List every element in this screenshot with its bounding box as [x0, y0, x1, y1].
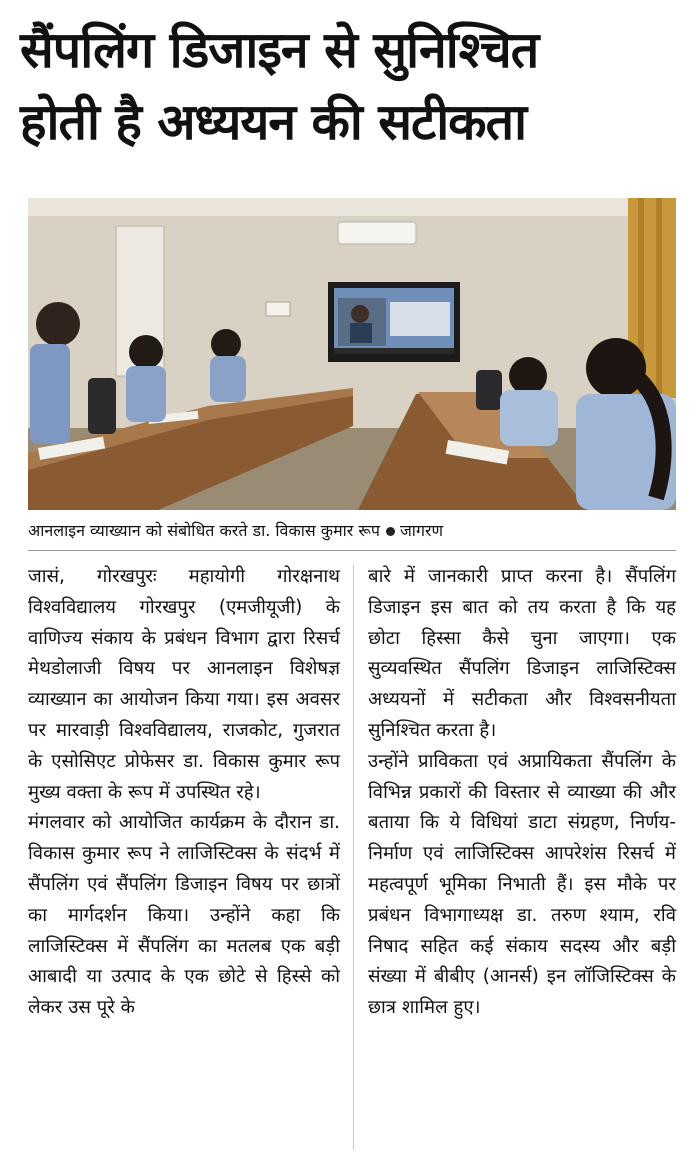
article-column-left: [28, 562, 340, 1024]
article-column-right: [368, 562, 676, 1024]
article-paragraph: बारे में जानकारी प्राप्त करना है। सैंपलिंग डिजाइन इस बात को तय करता है कि यह छोटा हिस्सा कैसे चुना जाएगा। एक सुव्यवस्थित सैंपलिंग डिजाइन लाजिस्टिक्स अध्ययनों में सटीकता और विश्वसनीयता सुनिश्चित करता है।: [368, 566, 676, 741]
article-paragraph: जासं, गोरखपुरः महायोगी गोरक्षनाथ विश्वविद्यालय गोरखपुर (एमजीयूजी) के वाणिज्य संकाय के प्रबंधन विभाग द्वारा रिसर्च मेथडोलाजी विषय पर आनलाइन विशेषज्ञ व्याख्यान का आयोजन किया गया। इस अवसर पर मारवाड़ी विश्वविद्यालय, राजकोट, गुजरात के एसोसिएट प्रोफेसर डा. विकास कुमार रूप मुख्य वक्ता के रूप में उपस्थित रहे।: [28, 566, 340, 803]
bullet-dot: [386, 527, 395, 536]
ceiling: [28, 198, 676, 216]
photo-caption: [28, 520, 676, 542]
caption-divider: [28, 550, 676, 551]
headline-line-1: सैंपलिंग डिजाइन से सुनिश्चित: [20, 21, 539, 79]
article-paragraph: मंगलवार को आयोजित कार्यक्रम के दौरान डा. विकास कुमार रूप ने लाजिस्टिक्स के संदर्भ में सैंपलिंग एवं सैंपलिंग डिजाइन विषय पर छात्रों का मार्गदर्शन किया। उन्होंने कहा कि लाजिस्टिक्स में सैंपलिंग का मतलब एक बड़ी आबादी या उत्पाद के एक छोटे से हिस्से को लेकर उस पूरे के: [28, 812, 340, 1019]
headline: [20, 14, 680, 158]
photo-credit: जागरण: [399, 521, 444, 540]
news-photo: [28, 198, 676, 510]
caption-text: आनलाइन व्याख्यान को संबोधित करते डा. विकास कुमार रूप: [28, 521, 380, 540]
column-divider: [353, 565, 354, 1150]
classroom-photo-illustration: [28, 198, 676, 510]
air-conditioner: [338, 222, 416, 244]
student-left-2: [126, 335, 166, 422]
article-paragraph: उन्होंने प्राविकता एवं अप्रायिकता सैंपलिंग के विभिन्न प्रकारों की विस्तार से व्याख्या की और बताया कि ये विधियां डाटा संग्रहण, निर्णय-निर्माण एवं लाजिस्टिक्स आपरेशंस रिसर्च में महत्वपूर्ण भूमिका निभाती हैं। इस मौके पर प्रबंधन विभागाध्यक्ष डा. तरुण श्याम, रवि निषाद सहित कई संकाय सदस्य और बड़ी संख्या में बीबीए (आनर्स) इन लॉजिस्टिक्स के छात्र शामिल हुए।: [368, 750, 676, 1019]
headline-line-2: होती है अध्ययन की सटीकता: [20, 93, 527, 151]
